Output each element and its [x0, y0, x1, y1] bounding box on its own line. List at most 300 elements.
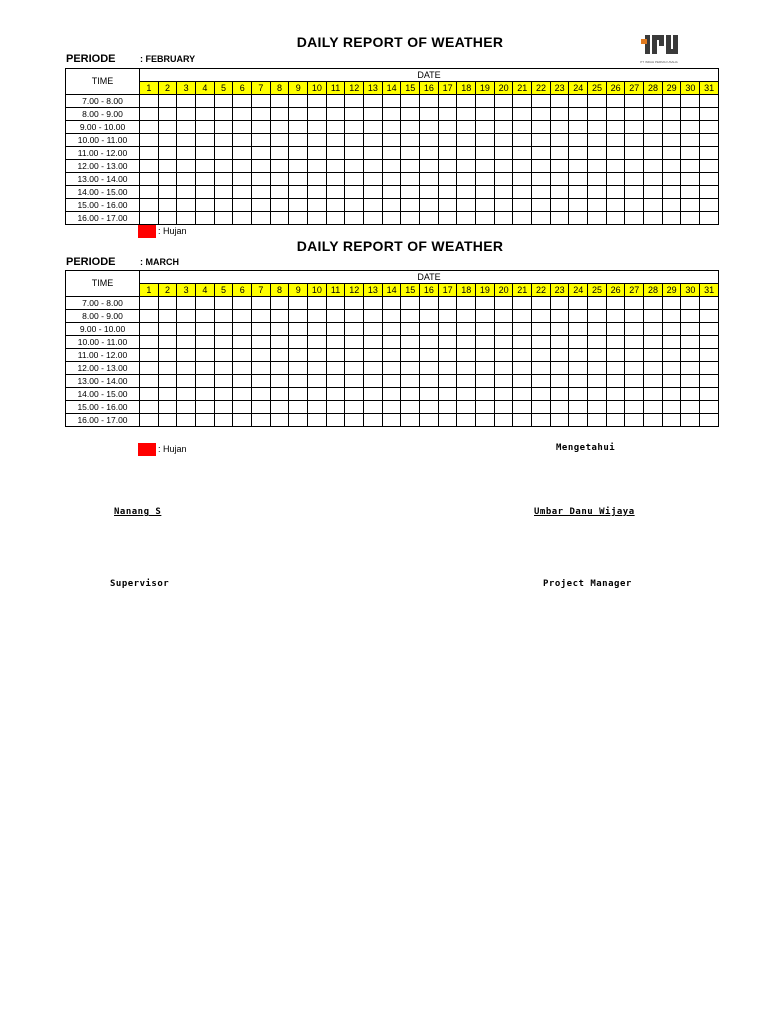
weather-cell[interactable] [214, 199, 233, 212]
weather-cell[interactable] [364, 414, 383, 427]
weather-cell[interactable] [345, 349, 364, 362]
weather-cell[interactable] [476, 362, 495, 375]
weather-cell[interactable] [401, 388, 420, 401]
weather-cell[interactable] [569, 323, 588, 336]
weather-cell[interactable] [532, 212, 551, 225]
weather-cell[interactable] [308, 414, 327, 427]
weather-cell[interactable] [345, 414, 364, 427]
weather-cell[interactable] [681, 173, 700, 186]
weather-cell[interactable] [662, 414, 681, 427]
weather-cell[interactable] [457, 199, 476, 212]
weather-cell[interactable] [270, 199, 289, 212]
weather-cell[interactable] [644, 147, 663, 160]
weather-cell[interactable] [289, 388, 308, 401]
weather-cell[interactable] [569, 336, 588, 349]
weather-cell[interactable] [420, 108, 439, 121]
weather-cell[interactable] [420, 95, 439, 108]
weather-cell[interactable] [588, 199, 607, 212]
weather-cell[interactable] [700, 336, 719, 349]
weather-cell[interactable] [233, 323, 252, 336]
weather-cell[interactable] [177, 414, 196, 427]
weather-cell[interactable] [214, 362, 233, 375]
weather-cell[interactable] [681, 186, 700, 199]
weather-cell[interactable] [606, 186, 625, 199]
weather-cell[interactable] [158, 336, 177, 349]
weather-cell[interactable] [644, 160, 663, 173]
weather-cell[interactable] [158, 186, 177, 199]
weather-cell[interactable] [700, 147, 719, 160]
weather-cell[interactable] [158, 297, 177, 310]
weather-cell[interactable] [177, 349, 196, 362]
weather-cell[interactable] [382, 310, 401, 323]
weather-cell[interactable] [457, 160, 476, 173]
weather-cell[interactable] [196, 336, 215, 349]
weather-cell[interactable] [196, 134, 215, 147]
weather-cell[interactable] [382, 134, 401, 147]
weather-cell[interactable] [196, 297, 215, 310]
weather-cell[interactable] [326, 95, 345, 108]
weather-cell[interactable] [513, 95, 532, 108]
weather-cell[interactable] [382, 297, 401, 310]
weather-cell[interactable] [606, 362, 625, 375]
weather-cell[interactable] [364, 401, 383, 414]
weather-cell[interactable] [457, 134, 476, 147]
weather-cell[interactable] [177, 160, 196, 173]
weather-cell[interactable] [158, 349, 177, 362]
weather-cell[interactable] [457, 349, 476, 362]
weather-cell[interactable] [662, 401, 681, 414]
weather-cell[interactable] [308, 310, 327, 323]
weather-cell[interactable] [158, 121, 177, 134]
weather-cell[interactable] [252, 108, 271, 121]
weather-cell[interactable] [252, 349, 271, 362]
weather-cell[interactable] [550, 121, 569, 134]
weather-cell[interactable] [270, 310, 289, 323]
weather-cell[interactable] [625, 310, 644, 323]
weather-cell[interactable] [420, 310, 439, 323]
weather-cell[interactable] [513, 147, 532, 160]
weather-cell[interactable] [270, 297, 289, 310]
weather-cell[interactable] [662, 95, 681, 108]
weather-cell[interactable] [476, 323, 495, 336]
weather-cell[interactable] [214, 414, 233, 427]
weather-cell[interactable] [532, 388, 551, 401]
weather-cell[interactable] [681, 212, 700, 225]
weather-cell[interactable] [196, 108, 215, 121]
weather-cell[interactable] [270, 212, 289, 225]
weather-cell[interactable] [420, 388, 439, 401]
weather-cell[interactable] [401, 401, 420, 414]
weather-cell[interactable] [140, 160, 159, 173]
weather-cell[interactable] [177, 199, 196, 212]
weather-cell[interactable] [401, 362, 420, 375]
weather-cell[interactable] [401, 108, 420, 121]
weather-cell[interactable] [196, 414, 215, 427]
weather-cell[interactable] [382, 173, 401, 186]
weather-cell[interactable] [550, 147, 569, 160]
weather-cell[interactable] [476, 414, 495, 427]
weather-cell[interactable] [289, 95, 308, 108]
weather-cell[interactable] [662, 173, 681, 186]
weather-cell[interactable] [606, 349, 625, 362]
weather-cell[interactable] [569, 186, 588, 199]
weather-cell[interactable] [252, 297, 271, 310]
weather-cell[interactable] [494, 401, 513, 414]
weather-cell[interactable] [196, 121, 215, 134]
weather-cell[interactable] [420, 401, 439, 414]
weather-cell[interactable] [625, 95, 644, 108]
weather-cell[interactable] [420, 297, 439, 310]
weather-cell[interactable] [588, 362, 607, 375]
weather-cell[interactable] [364, 173, 383, 186]
weather-cell[interactable] [513, 349, 532, 362]
weather-cell[interactable] [700, 108, 719, 121]
weather-cell[interactable] [662, 108, 681, 121]
weather-cell[interactable] [289, 362, 308, 375]
weather-cell[interactable] [140, 173, 159, 186]
weather-cell[interactable] [662, 147, 681, 160]
weather-cell[interactable] [252, 186, 271, 199]
weather-cell[interactable] [214, 375, 233, 388]
weather-cell[interactable] [644, 121, 663, 134]
weather-cell[interactable] [476, 147, 495, 160]
weather-cell[interactable] [438, 388, 457, 401]
weather-cell[interactable] [326, 414, 345, 427]
weather-cell[interactable] [214, 95, 233, 108]
weather-cell[interactable] [233, 297, 252, 310]
weather-cell[interactable] [606, 160, 625, 173]
weather-cell[interactable] [625, 414, 644, 427]
weather-cell[interactable] [345, 336, 364, 349]
weather-cell[interactable] [700, 160, 719, 173]
weather-cell[interactable] [494, 121, 513, 134]
weather-cell[interactable] [700, 173, 719, 186]
weather-cell[interactable] [644, 173, 663, 186]
weather-cell[interactable] [438, 134, 457, 147]
weather-cell[interactable] [494, 212, 513, 225]
weather-cell[interactable] [196, 199, 215, 212]
weather-cell[interactable] [457, 323, 476, 336]
weather-cell[interactable] [196, 173, 215, 186]
weather-cell[interactable] [308, 95, 327, 108]
weather-cell[interactable] [196, 147, 215, 160]
weather-cell[interactable] [401, 134, 420, 147]
weather-cell[interactable] [233, 160, 252, 173]
weather-cell[interactable] [569, 199, 588, 212]
weather-cell[interactable] [606, 388, 625, 401]
weather-cell[interactable] [364, 388, 383, 401]
weather-cell[interactable] [457, 388, 476, 401]
weather-cell[interactable] [532, 108, 551, 121]
weather-cell[interactable] [476, 212, 495, 225]
weather-cell[interactable] [345, 199, 364, 212]
weather-cell[interactable] [252, 147, 271, 160]
weather-cell[interactable] [662, 212, 681, 225]
weather-cell[interactable] [606, 199, 625, 212]
weather-cell[interactable] [308, 186, 327, 199]
weather-cell[interactable] [588, 401, 607, 414]
weather-cell[interactable] [345, 375, 364, 388]
weather-cell[interactable] [681, 349, 700, 362]
weather-cell[interactable] [420, 186, 439, 199]
weather-cell[interactable] [158, 173, 177, 186]
weather-cell[interactable] [401, 121, 420, 134]
weather-cell[interactable] [214, 388, 233, 401]
weather-cell[interactable] [308, 349, 327, 362]
weather-cell[interactable] [364, 199, 383, 212]
weather-cell[interactable] [457, 414, 476, 427]
weather-cell[interactable] [420, 323, 439, 336]
weather-cell[interactable] [625, 375, 644, 388]
weather-cell[interactable] [438, 362, 457, 375]
weather-cell[interactable] [364, 186, 383, 199]
weather-cell[interactable] [140, 362, 159, 375]
weather-cell[interactable] [550, 173, 569, 186]
weather-cell[interactable] [252, 121, 271, 134]
weather-cell[interactable] [476, 134, 495, 147]
weather-cell[interactable] [252, 212, 271, 225]
weather-cell[interactable] [550, 401, 569, 414]
weather-cell[interactable] [494, 134, 513, 147]
weather-cell[interactable] [513, 414, 532, 427]
weather-cell[interactable] [289, 160, 308, 173]
weather-cell[interactable] [457, 336, 476, 349]
weather-cell[interactable] [382, 336, 401, 349]
weather-cell[interactable] [382, 323, 401, 336]
weather-cell[interactable] [196, 310, 215, 323]
weather-cell[interactable] [513, 199, 532, 212]
weather-cell[interactable] [438, 349, 457, 362]
weather-cell[interactable] [140, 134, 159, 147]
weather-cell[interactable] [606, 375, 625, 388]
weather-cell[interactable] [532, 323, 551, 336]
weather-cell[interactable] [569, 375, 588, 388]
weather-cell[interactable] [420, 336, 439, 349]
weather-cell[interactable] [644, 297, 663, 310]
weather-cell[interactable] [681, 199, 700, 212]
weather-cell[interactable] [270, 362, 289, 375]
weather-cell[interactable] [270, 95, 289, 108]
weather-cell[interactable] [401, 323, 420, 336]
weather-cell[interactable] [606, 147, 625, 160]
weather-cell[interactable] [644, 134, 663, 147]
weather-cell[interactable] [214, 349, 233, 362]
weather-cell[interactable] [662, 362, 681, 375]
weather-cell[interactable] [606, 297, 625, 310]
weather-cell[interactable] [401, 375, 420, 388]
weather-cell[interactable] [326, 336, 345, 349]
weather-cell[interactable] [606, 108, 625, 121]
weather-cell[interactable] [233, 95, 252, 108]
weather-cell[interactable] [625, 199, 644, 212]
weather-cell[interactable] [644, 414, 663, 427]
weather-cell[interactable] [625, 323, 644, 336]
weather-cell[interactable] [513, 336, 532, 349]
weather-cell[interactable] [214, 310, 233, 323]
weather-cell[interactable] [681, 323, 700, 336]
weather-cell[interactable] [644, 186, 663, 199]
weather-cell[interactable] [177, 323, 196, 336]
weather-cell[interactable] [588, 375, 607, 388]
weather-cell[interactable] [140, 388, 159, 401]
weather-cell[interactable] [270, 134, 289, 147]
weather-cell[interactable] [177, 362, 196, 375]
weather-cell[interactable] [289, 349, 308, 362]
weather-cell[interactable] [233, 108, 252, 121]
weather-cell[interactable] [270, 401, 289, 414]
weather-cell[interactable] [308, 212, 327, 225]
weather-cell[interactable] [438, 160, 457, 173]
weather-cell[interactable] [644, 388, 663, 401]
weather-cell[interactable] [644, 401, 663, 414]
weather-cell[interactable] [700, 323, 719, 336]
weather-cell[interactable] [177, 147, 196, 160]
weather-cell[interactable] [606, 121, 625, 134]
weather-cell[interactable] [494, 349, 513, 362]
weather-cell[interactable] [270, 147, 289, 160]
weather-cell[interactable] [569, 362, 588, 375]
weather-cell[interactable] [644, 362, 663, 375]
weather-cell[interactable] [345, 147, 364, 160]
weather-cell[interactable] [457, 147, 476, 160]
weather-cell[interactable] [326, 199, 345, 212]
weather-cell[interactable] [214, 108, 233, 121]
weather-cell[interactable] [494, 108, 513, 121]
weather-cell[interactable] [196, 323, 215, 336]
weather-cell[interactable] [158, 160, 177, 173]
weather-cell[interactable] [625, 349, 644, 362]
weather-cell[interactable] [438, 297, 457, 310]
weather-cell[interactable] [457, 362, 476, 375]
weather-cell[interactable] [625, 121, 644, 134]
weather-cell[interactable] [588, 336, 607, 349]
weather-cell[interactable] [382, 414, 401, 427]
weather-cell[interactable] [494, 362, 513, 375]
weather-cell[interactable] [382, 375, 401, 388]
weather-cell[interactable] [662, 310, 681, 323]
weather-cell[interactable] [289, 108, 308, 121]
weather-cell[interactable] [382, 362, 401, 375]
weather-cell[interactable] [140, 147, 159, 160]
weather-cell[interactable] [457, 375, 476, 388]
weather-cell[interactable] [214, 173, 233, 186]
weather-cell[interactable] [233, 362, 252, 375]
weather-cell[interactable] [588, 297, 607, 310]
weather-cell[interactable] [550, 297, 569, 310]
weather-cell[interactable] [550, 349, 569, 362]
weather-cell[interactable] [252, 310, 271, 323]
weather-cell[interactable] [140, 349, 159, 362]
weather-cell[interactable] [662, 297, 681, 310]
weather-cell[interactable] [513, 297, 532, 310]
weather-cell[interactable] [588, 108, 607, 121]
weather-cell[interactable] [326, 375, 345, 388]
weather-cell[interactable] [326, 212, 345, 225]
weather-cell[interactable] [438, 95, 457, 108]
weather-cell[interactable] [476, 160, 495, 173]
weather-cell[interactable] [289, 173, 308, 186]
weather-cell[interactable] [177, 310, 196, 323]
weather-cell[interactable] [364, 336, 383, 349]
weather-cell[interactable] [270, 414, 289, 427]
weather-cell[interactable] [289, 336, 308, 349]
weather-cell[interactable] [625, 173, 644, 186]
weather-cell[interactable] [345, 388, 364, 401]
weather-cell[interactable] [532, 336, 551, 349]
weather-cell[interactable] [270, 336, 289, 349]
weather-cell[interactable] [326, 173, 345, 186]
weather-cell[interactable] [550, 108, 569, 121]
weather-cell[interactable] [438, 121, 457, 134]
weather-cell[interactable] [214, 323, 233, 336]
weather-cell[interactable] [382, 212, 401, 225]
weather-cell[interactable] [588, 186, 607, 199]
weather-cell[interactable] [140, 186, 159, 199]
weather-cell[interactable] [140, 375, 159, 388]
weather-cell[interactable] [588, 310, 607, 323]
weather-cell[interactable] [532, 375, 551, 388]
weather-cell[interactable] [700, 349, 719, 362]
weather-cell[interactable] [270, 186, 289, 199]
weather-cell[interactable] [382, 186, 401, 199]
weather-cell[interactable] [438, 336, 457, 349]
weather-cell[interactable] [569, 297, 588, 310]
weather-cell[interactable] [401, 147, 420, 160]
weather-cell[interactable] [289, 414, 308, 427]
weather-cell[interactable] [233, 134, 252, 147]
weather-cell[interactable] [233, 414, 252, 427]
weather-cell[interactable] [588, 121, 607, 134]
weather-cell[interactable] [308, 147, 327, 160]
weather-cell[interactable] [270, 173, 289, 186]
weather-cell[interactable] [308, 160, 327, 173]
weather-cell[interactable] [625, 186, 644, 199]
weather-cell[interactable] [550, 212, 569, 225]
weather-cell[interactable] [364, 349, 383, 362]
weather-cell[interactable] [420, 375, 439, 388]
weather-cell[interactable] [177, 336, 196, 349]
weather-cell[interactable] [140, 401, 159, 414]
weather-cell[interactable] [233, 186, 252, 199]
weather-cell[interactable] [588, 160, 607, 173]
weather-cell[interactable] [345, 160, 364, 173]
weather-cell[interactable] [550, 310, 569, 323]
weather-cell[interactable] [364, 134, 383, 147]
weather-cell[interactable] [270, 349, 289, 362]
weather-cell[interactable] [606, 134, 625, 147]
weather-cell[interactable] [662, 134, 681, 147]
weather-cell[interactable] [476, 121, 495, 134]
weather-cell[interactable] [326, 121, 345, 134]
weather-cell[interactable] [420, 414, 439, 427]
weather-cell[interactable] [438, 199, 457, 212]
weather-cell[interactable] [289, 310, 308, 323]
weather-cell[interactable] [233, 121, 252, 134]
weather-cell[interactable] [681, 310, 700, 323]
weather-cell[interactable] [158, 375, 177, 388]
weather-cell[interactable] [681, 297, 700, 310]
weather-cell[interactable] [345, 95, 364, 108]
weather-cell[interactable] [438, 108, 457, 121]
weather-cell[interactable] [700, 388, 719, 401]
weather-cell[interactable] [308, 401, 327, 414]
weather-cell[interactable] [569, 401, 588, 414]
weather-cell[interactable] [345, 186, 364, 199]
weather-cell[interactable] [308, 388, 327, 401]
weather-cell[interactable] [625, 297, 644, 310]
weather-cell[interactable] [140, 199, 159, 212]
weather-cell[interactable] [177, 375, 196, 388]
